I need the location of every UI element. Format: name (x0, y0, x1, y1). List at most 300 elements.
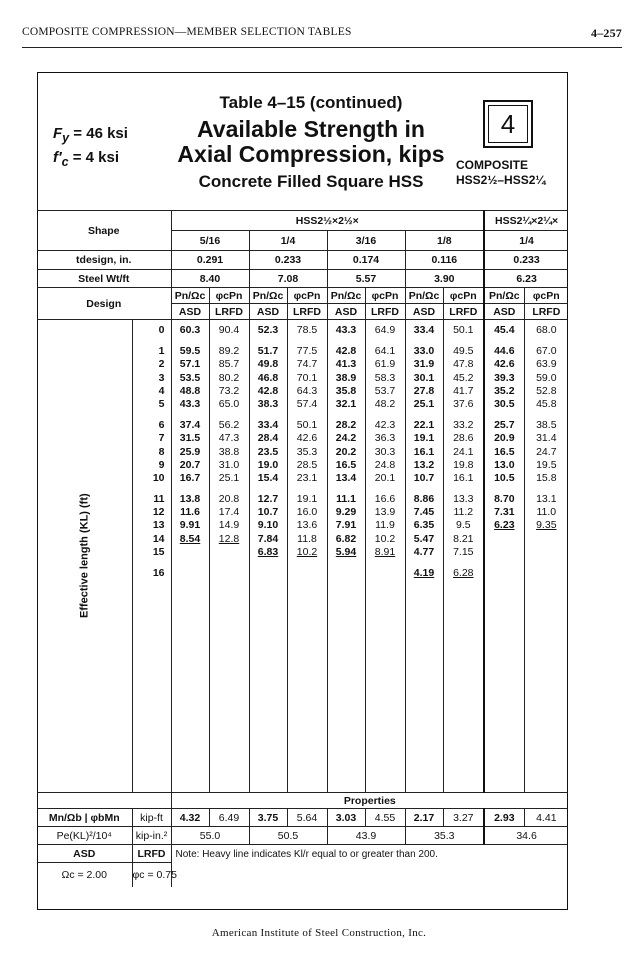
strength-value: 16.0 (296, 506, 318, 519)
moment-value: 3.75 (249, 809, 287, 827)
group-header-2: HSS2¼×2¼× (484, 211, 568, 231)
tdesign-value: 0.174 (327, 251, 405, 270)
col-lrfd: LRFD (365, 304, 405, 320)
strength-value: 19.1 (296, 493, 318, 506)
row-gap (210, 559, 249, 567)
strength-value: 42.3 (374, 419, 396, 432)
strength-value: 13.4 (335, 471, 357, 484)
strength-value: 42.8 (257, 384, 279, 397)
strength-value: 10.7 (257, 506, 279, 519)
strength-value: 64.1 (374, 345, 396, 358)
strength-value: 10.2 (296, 545, 318, 558)
strength-value: 6.23 (494, 519, 515, 532)
size-1-8: 1/8 (405, 231, 484, 251)
strength-value: 20.7 (179, 458, 201, 471)
strength-value: 13.6 (296, 519, 318, 532)
row-gap (406, 485, 443, 493)
row-gap (328, 411, 365, 419)
strength-value: 48.2 (374, 397, 396, 410)
kl-value: 4 (158, 384, 165, 397)
strength-value: 20.9 (494, 432, 515, 445)
row-gap (525, 559, 569, 567)
kl-value: 1 (158, 345, 165, 358)
size-1-4: 1/4 (249, 231, 327, 251)
strength-value: 28.2 (335, 419, 357, 432)
row-gap (133, 485, 165, 493)
tdesign-value: 0.291 (171, 251, 249, 270)
row-gap (172, 337, 209, 345)
kl-value: 8 (158, 445, 165, 458)
value-column (443, 320, 484, 793)
chapter-tab (483, 100, 533, 148)
strength-value (525, 533, 569, 546)
strength-value: 47.8 (453, 358, 474, 371)
group-header-1: HSS2½×2½× (171, 211, 484, 231)
strength-value (366, 567, 405, 580)
running-header (22, 26, 622, 42)
row-gap (288, 411, 327, 419)
header-rule (22, 47, 622, 48)
strength-value: 15.4 (257, 471, 279, 484)
page-number: 4–257 (591, 26, 622, 40)
strength-value: 33.0 (413, 345, 435, 358)
strength-value: 31.5 (179, 432, 201, 445)
strength-value: 70.1 (296, 371, 318, 384)
pe-unit: kip-in.² (132, 827, 171, 845)
strength-value (485, 546, 524, 559)
col-asd: ASD (405, 304, 443, 320)
row-gap (288, 485, 327, 493)
col-asd-head: Pn/Ωc (249, 288, 287, 304)
kl-axis-label: Effective length (KL) (ft) (78, 493, 91, 619)
weight-value: 3.90 (405, 270, 484, 288)
strength-value (288, 567, 327, 580)
strength-value: 8.54 (179, 532, 201, 545)
strength-value: 36.3 (374, 432, 396, 445)
moment-value: 5.64 (287, 809, 327, 827)
strength-value: 11.9 (375, 519, 395, 532)
pe-value: 35.3 (405, 827, 484, 845)
row-gap (366, 485, 405, 493)
strength-value: 33.4 (257, 419, 279, 432)
row-gap (485, 559, 524, 567)
row-gap (250, 337, 287, 345)
row-gap (366, 411, 405, 419)
strength-value: 5.94 (335, 545, 357, 558)
row-gap (133, 411, 165, 419)
strength-value (485, 533, 524, 546)
strength-value: 41.7 (453, 384, 474, 397)
strength-value: 22.1 (413, 419, 435, 432)
strength-value: 58.3 (374, 371, 396, 384)
strength-value: 5.47 (413, 532, 435, 545)
kl-value: 3 (158, 371, 165, 384)
strength-value: 42.8 (335, 345, 357, 358)
material-properties (53, 124, 128, 172)
strength-value: 56.2 (218, 419, 240, 432)
strength-value: 24.1 (453, 445, 474, 458)
strength-value: 37.6 (453, 397, 474, 410)
fc-line: $f'_c = 4$ ksi (53, 149, 120, 169)
strength-value: 13.0 (494, 458, 515, 471)
col-lrfd-head: φcPn (209, 288, 249, 304)
strength-value: 9.29 (335, 506, 357, 519)
col-lrfd: LRFD (524, 304, 568, 320)
strength-value: 68.0 (536, 324, 557, 336)
strength-value: 41.3 (335, 358, 357, 371)
strength-value: 65.0 (218, 397, 240, 410)
strength-value: 44.6 (494, 345, 515, 358)
strength-value: 13.2 (413, 458, 435, 471)
strength-value: 90.4 (218, 324, 240, 336)
weight-value: 5.57 (327, 270, 405, 288)
tdesign-label: tdesign, in. (37, 251, 171, 270)
kl-value: 10 (152, 471, 165, 484)
pe-value: 43.9 (327, 827, 405, 845)
row-gap (525, 411, 569, 419)
row-gap (288, 337, 327, 345)
row-gap (172, 559, 209, 567)
strength-value: 20.1 (374, 471, 396, 484)
strength-value: 49.5 (453, 345, 474, 358)
strength-value: 30.3 (374, 445, 396, 458)
strength-value: 7.91 (335, 519, 357, 532)
pe-value: 50.5 (249, 827, 327, 845)
row-gap (366, 559, 405, 567)
row-gap (406, 559, 443, 567)
strength-value: 10.2 (374, 532, 396, 545)
strength-value: 16.5 (494, 445, 515, 458)
strength-value: 8.91 (374, 545, 396, 558)
strength-value: 52.8 (536, 384, 557, 397)
strength-value: 11.8 (297, 532, 317, 545)
strength-value: 28.5 (296, 458, 318, 471)
strength-value: 59.5 (179, 345, 201, 358)
strength-value (525, 567, 569, 580)
strength-value: 14.9 (218, 519, 240, 532)
strength-value: 78.5 (296, 324, 318, 336)
strength-value: 20.8 (218, 493, 240, 506)
properties-spacer (37, 793, 171, 809)
strength-value: 7.84 (257, 532, 279, 545)
kl-value: 5 (158, 397, 165, 410)
weight-label: Steel Wt/ft (37, 270, 171, 288)
strength-value: 4.19 (413, 567, 435, 579)
row-gap (525, 337, 569, 345)
strength-value (485, 567, 524, 580)
row-gap (210, 411, 249, 419)
strength-value: 53.7 (374, 384, 396, 397)
row-gap (210, 485, 249, 493)
strength-value: 16.1 (413, 445, 435, 458)
strength-value: 31.4 (536, 432, 557, 445)
strength-value: 19.0 (257, 458, 279, 471)
strength-value: 9.91 (179, 519, 201, 532)
phi-mn-label: φbMn (90, 811, 120, 824)
strength-value: 53.5 (179, 371, 201, 384)
row-gap (525, 485, 569, 493)
col-asd: ASD (484, 304, 524, 320)
strength-value: 15.8 (536, 471, 557, 484)
moment-unit: kip-ft (132, 809, 171, 827)
row-gap (328, 337, 365, 345)
value-column (249, 320, 287, 793)
strength-value: 39.3 (494, 371, 515, 384)
row-gap (172, 485, 209, 493)
strength-value: 61.9 (374, 358, 396, 371)
shape-header: Shape (37, 211, 171, 251)
row-gap (328, 559, 365, 567)
strength-value: 57.4 (296, 397, 318, 410)
strength-value: 11.0 (536, 506, 557, 519)
chapter-number: 4 (488, 105, 528, 143)
strength-value (525, 546, 569, 559)
pe-label: Pe(KL)²/10⁴ (37, 827, 132, 845)
strength-value: 19.1 (413, 432, 435, 445)
moment-value: 3.03 (327, 809, 365, 827)
weight-value: 8.40 (171, 270, 249, 288)
running-header-title: COMPOSITE COMPRESSION—MEMBER SELECTION TABLES (22, 26, 352, 38)
strength-value: 52.3 (257, 324, 279, 336)
col-lrfd: LRFD (443, 304, 484, 320)
kl-value: 15 (152, 545, 165, 558)
strength-value: 25.1 (413, 397, 435, 410)
strength-value: 9.10 (257, 519, 279, 532)
strength-value: 64.9 (374, 324, 396, 336)
kl-value: 16 (152, 567, 165, 579)
value-column (287, 320, 327, 793)
strength-value: 8.21 (453, 532, 474, 545)
moment-value: 6.49 (209, 809, 249, 827)
strength-value: 23.5 (257, 445, 279, 458)
strength-value: 8.86 (413, 493, 435, 506)
strength-value (210, 567, 249, 580)
col-asd-head: Pn/Ωc (405, 288, 443, 304)
value-column (171, 320, 209, 793)
strength-value: 49.8 (257, 358, 279, 371)
strength-value: 38.5 (536, 419, 557, 432)
col-asd: ASD (249, 304, 287, 320)
strength-value: 13.9 (374, 506, 396, 519)
col-asd: ASD (327, 304, 365, 320)
strength-value: 64.3 (296, 384, 318, 397)
table-title-line1: Available Strength in (197, 116, 425, 142)
strength-value: 63.9 (536, 358, 557, 371)
strength-value: 89.2 (218, 345, 240, 358)
value-column (209, 320, 249, 793)
phi-value: φc = 0.75 (132, 863, 171, 887)
strength-value: 10.5 (494, 471, 515, 484)
moment-value: 2.93 (484, 809, 524, 827)
strength-value: 38.9 (335, 371, 357, 384)
row-gap (444, 337, 484, 345)
strength-value: 28.4 (257, 432, 279, 445)
col-asd-head: Pn/Ωc (484, 288, 524, 304)
pe-value: 34.6 (484, 827, 568, 845)
row-gap (485, 337, 524, 345)
size-3-16: 3/16 (327, 231, 405, 251)
fy-value: = 46 ksi (73, 125, 128, 142)
kl-value: 14 (152, 532, 165, 545)
strength-value: 80.2 (218, 371, 240, 384)
strength-value: 50.1 (453, 324, 474, 336)
strength-value: 25.9 (179, 445, 201, 458)
col-lrfd-head: φcPn (524, 288, 568, 304)
kl-value: 13 (152, 519, 165, 532)
strength-value: 24.2 (335, 432, 357, 445)
strength-value: 16.6 (374, 493, 396, 506)
tdesign-value: 0.116 (405, 251, 484, 270)
strength-value: 6.35 (413, 519, 435, 532)
fy-line: $F_y = 46$ ksi (53, 125, 128, 145)
kl-value: 2 (158, 358, 165, 371)
strength-value: 38.3 (257, 397, 279, 410)
row-gap (444, 559, 484, 567)
strength-table (37, 210, 568, 887)
strength-value: 38.8 (218, 445, 240, 458)
value-column (365, 320, 405, 793)
kl-value: 6 (158, 419, 165, 432)
pe-value: 55.0 (171, 827, 249, 845)
strength-value: 27.8 (413, 384, 435, 397)
tab-range: HSS2½–HSS2¼ (456, 173, 546, 187)
strength-value: 42.6 (494, 358, 515, 371)
strength-value: 67.0 (536, 345, 557, 358)
col-asd: ASD (171, 304, 209, 320)
strength-value: 51.7 (257, 345, 279, 358)
table-number: Table 4–15 (continued) (219, 93, 403, 112)
strength-value: 9.35 (536, 519, 557, 532)
tdesign-value: 0.233 (484, 251, 568, 270)
strength-value: 35.8 (335, 384, 357, 397)
tdesign-value: 0.233 (249, 251, 327, 270)
strength-value: 12.8 (218, 532, 240, 545)
value-column (327, 320, 365, 793)
strength-value: 7.15 (453, 545, 474, 558)
row-gap (210, 337, 249, 345)
size-1-4-b: 1/4 (484, 231, 568, 251)
table-title-line2: Axial Compression, kips (177, 141, 445, 167)
col-lrfd: LRFD (209, 304, 249, 320)
row-gap (250, 485, 287, 493)
col-lrfd-head: φcPn (443, 288, 484, 304)
strength-value: 24.7 (536, 445, 557, 458)
row-gap (172, 411, 209, 419)
moment-label: Mn/Ωb | φbMn (37, 809, 132, 827)
strength-value: 43.3 (335, 324, 357, 336)
col-asd-head: Pn/Ωc (327, 288, 365, 304)
row-gap (366, 337, 405, 345)
strength-value: 4.77 (413, 545, 435, 558)
strength-value: 45.4 (494, 324, 515, 336)
strength-value (328, 567, 365, 580)
strength-value: 13.8 (179, 493, 201, 506)
strength-value: 59.0 (536, 371, 557, 384)
strength-value: 48.8 (179, 384, 201, 397)
row-gap (485, 485, 524, 493)
strength-value: 13.3 (453, 493, 474, 506)
strength-value: 7.45 (413, 506, 435, 519)
moment-value: 4.55 (365, 809, 405, 827)
strength-value: 35.3 (296, 445, 318, 458)
moment-value: 2.17 (405, 809, 443, 827)
strength-value: 11.6 (180, 506, 200, 519)
strength-value: 42.6 (296, 432, 318, 445)
strength-value: 30.1 (413, 371, 435, 384)
strength-value: 25.1 (218, 471, 240, 484)
strength-value: 10.7 (413, 471, 435, 484)
strength-value: 16.1 (453, 471, 474, 484)
strength-value: 50.1 (296, 419, 318, 432)
strength-value: 12.7 (257, 493, 279, 506)
strength-value: 6.82 (335, 532, 357, 545)
strength-value: 19.8 (453, 458, 474, 471)
col-lrfd-head: φcPn (287, 288, 327, 304)
table-subtitle: Concrete Filled Square HSS (198, 172, 424, 191)
strength-value: 24.8 (374, 458, 396, 471)
strength-value: 31.0 (218, 458, 240, 471)
row-gap (444, 411, 484, 419)
strength-value: 11.1 (336, 493, 356, 506)
strength-value: 6.83 (257, 545, 279, 558)
col-lrfd: LRFD (287, 304, 327, 320)
strength-value: 9.5 (455, 519, 471, 532)
strength-value: 57.1 (179, 358, 201, 371)
kl-value: 12 (152, 506, 165, 519)
strength-value: 60.3 (179, 324, 201, 336)
kl-value: 11 (153, 493, 165, 506)
kl-value: 7 (158, 432, 165, 445)
asd-label: ASD (37, 845, 132, 863)
strength-value: 32.1 (335, 397, 357, 410)
omega-value: Ωc = 2.00 (37, 863, 132, 887)
strength-value: 20.2 (335, 445, 357, 458)
note-text: Note: Heavy line indicates Kl/r equal to or greater than 200. (171, 845, 568, 887)
strength-value: 77.5 (296, 345, 318, 358)
row-gap (133, 337, 165, 345)
size-5-16: 5/16 (171, 231, 249, 251)
strength-value: 11.2 (453, 506, 474, 519)
moment-value: 4.41 (524, 809, 568, 827)
strength-value: 85.7 (218, 358, 240, 371)
row-gap (406, 337, 443, 345)
design-label: Design (37, 288, 171, 320)
row-gap (250, 559, 287, 567)
kl-value: 0 (158, 324, 165, 336)
fc-value: = 4 ksi (72, 149, 120, 166)
strength-value: 16.5 (335, 458, 357, 471)
strength-value (210, 546, 249, 559)
value-column (405, 320, 443, 793)
col-asd-head: Pn/Ωc (171, 288, 209, 304)
mn-omega-label: Mn/Ωb (48, 811, 82, 824)
strength-value: 30.5 (494, 397, 515, 410)
strength-value: 28.6 (453, 432, 474, 445)
strength-value: 73.2 (218, 384, 240, 397)
row-gap (485, 411, 524, 419)
strength-value: 31.9 (413, 358, 435, 371)
strength-value: 17.4 (218, 506, 240, 519)
row-gap (328, 485, 365, 493)
strength-value: 74.7 (296, 358, 318, 371)
strength-value (172, 567, 209, 580)
kl-axis-cell (37, 320, 132, 793)
strength-value: 6.28 (453, 567, 474, 579)
strength-value: 19.5 (536, 458, 557, 471)
strength-value: 45.8 (536, 397, 557, 410)
row-gap (133, 559, 165, 567)
page-footer: American Institute of Steel Construction, Inc. (211, 927, 427, 939)
